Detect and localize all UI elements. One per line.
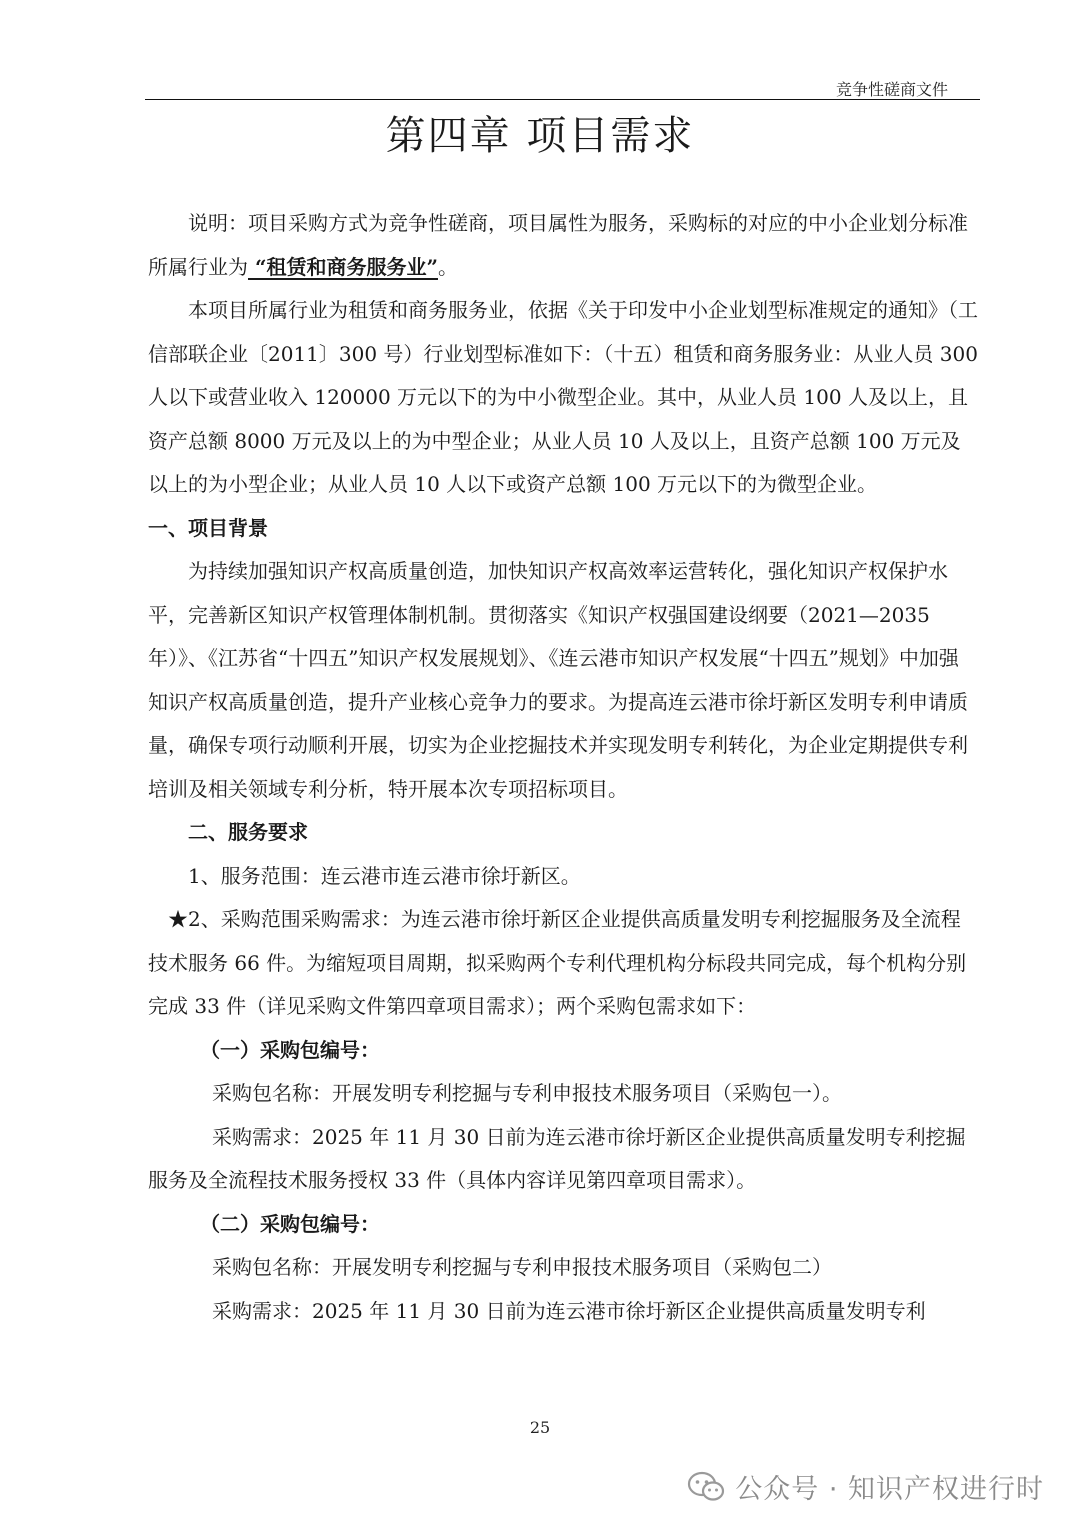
- watermark-text: 公众号 · 知识产权进行时: [735, 1474, 1044, 1505]
- header-label: 竞争性磋商文件: [835, 80, 948, 99]
- section-2-heading: 二、服务要求: [188, 820, 308, 844]
- industry-highlight: “租赁和商务服务业”: [248, 254, 438, 279]
- package-2-heading: （二）采购包编号：: [200, 1211, 380, 1236]
- intro-paragraph-2: 本项目所属行业为租赁和商务服务业，依据《关于印发中小企业划型标准规定的通知》（工信部联企业〔2011〕300 号）行业划型标准如下：（十五）租赁和商务服务业：从业人员 300 人以下或营业收入 120000 万元以下的为中小微型企业。其中，从业人员 100 人及以上，且资产总额 8000 万元及以上的为中型企业；从业人员 10 人及以上，且资产总额 100 万元及以上的为小型企业；从业人员 10 人以下或资产总额 100 万元以下的为微型企业。: [148, 298, 978, 496]
- service-scope: 1、服务范围：连云港市连云港市徐圩新区。: [188, 863, 581, 888]
- header-rule: [145, 99, 980, 100]
- intro-suffix: 。: [437, 254, 458, 279]
- package-1-name: 采购包名称：开展发明专利挖掘与专利申报技术服务项目（采购包一）。: [212, 1081, 842, 1105]
- intro-text: 说明：项目采购方式为竞争性磋商，项目属性为服务，采购标的对应的中小企业划分标准所属行业为: [148, 211, 968, 279]
- package-1-heading: （一）采购包编号：: [200, 1037, 380, 1062]
- intro-paragraph-1: [148, 202, 978, 289]
- chapter-title: 第四章 项目需求: [385, 113, 695, 159]
- section-1-heading: 一、项目背景: [148, 515, 268, 540]
- watermark: [687, 1467, 1044, 1506]
- section-1-body: 为持续加强知识产权高质量创造，加快知识产权高效率运营转化，强化知识产权保护水平，完善新区知识产权管理体制机制。贯彻落实《知识产权强国建设纲要（2021—2035 年）》、《江苏省“十四五”知识产权发展规划》、《连云港市知识产权发展“十四五”规划》中加强知识产权高质量创造，提升产业核心竞争力的要求。为提高连云港市徐圩新区发明专利申请质量，确保专项行动顺利开展，切实为企业挖掘技术并实现发明专利转化，为企业定期提供专利培训及相关领域专利分析，特开展本次专项招标项目。: [148, 559, 968, 801]
- package-2-name: 采购包名称：开展发明专利挖掘与专利申报技术服务项目（采购包二）: [212, 1255, 832, 1279]
- document-body: [148, 202, 978, 1333]
- package-1-requirement: 采购需求：2025 年 11 月 30 日前为连云港市徐圩新区企业提供高质量发明专利挖掘服务及全流程技术服务授权 33 件（具体内容详见第四章项目需求）。: [148, 1124, 966, 1192]
- wechat-icon: [687, 1471, 725, 1503]
- package-2-requirement: 采购需求：2025 年 11 月 30 日前为连云港市徐圩新区企业提供高质量发明专利: [212, 1298, 926, 1323]
- page-number: 25: [529, 1418, 551, 1437]
- procurement-scope: ★2、采购范围采购需求：为连云港市徐圩新区企业提供高质量发明专利挖掘服务及全流程技术服务 66 件。为缩短项目周期，拟采购两个专利代理机构分标段共同完成，每个机构分别完成 33 件（详见采购文件第四章项目需求）；两个采购包需求如下：: [148, 907, 967, 1018]
